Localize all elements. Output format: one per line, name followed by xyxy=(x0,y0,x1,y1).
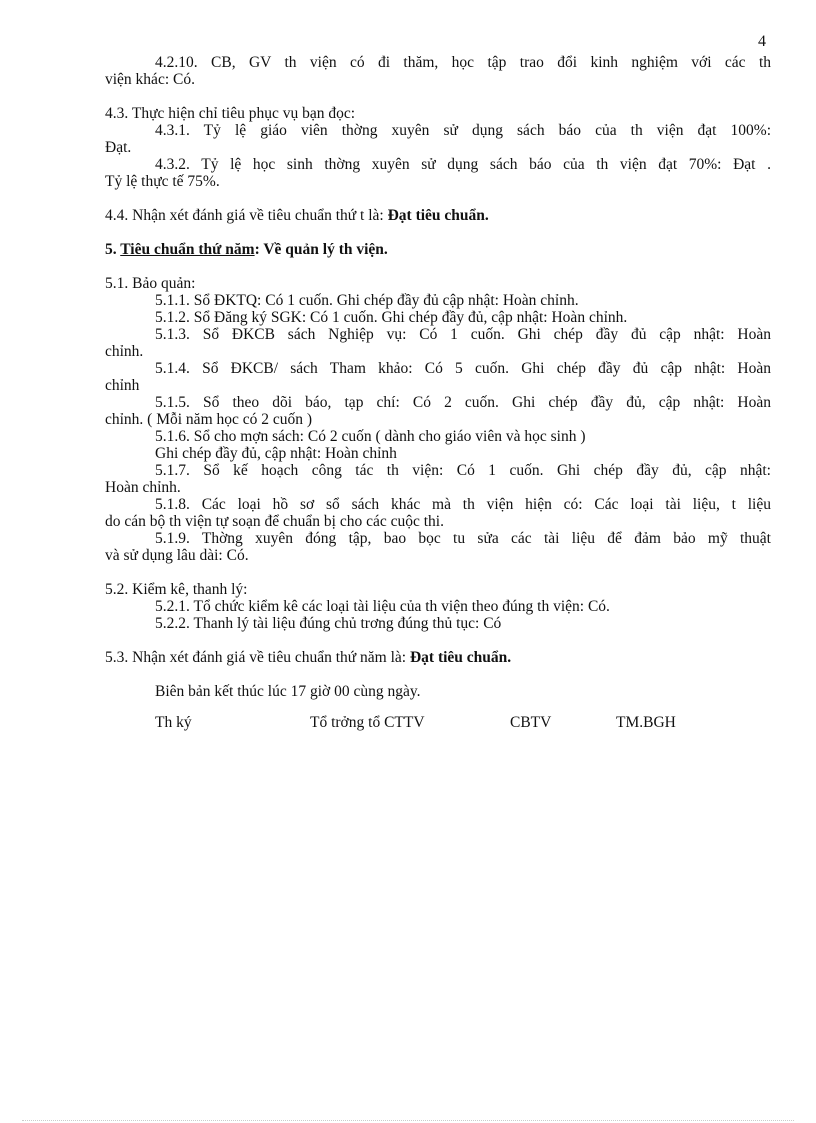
section-heading: 5.2. Kiểm kê, thanh lý: xyxy=(105,581,248,598)
signature-librarian: CBTV xyxy=(510,714,552,731)
evaluation-result: Đạt tiêu chuẩn. xyxy=(409,649,512,666)
closing-statement: Biên bản kết thúc lúc 17 giờ 00 cùng ngày. xyxy=(155,683,421,700)
text-line: 5.1.2. Sổ Đăng ký SGK: Có 1 cuốn. Ghi chép đầy đủ, cập nhật: Hoàn chỉnh. xyxy=(155,309,628,326)
text-line: chỉnh. xyxy=(105,343,144,360)
evaluation-line xyxy=(105,649,771,666)
heading-rest: : Về quản lý th viện. xyxy=(254,241,388,258)
text-line: 4.3.1. Tỷ lệ giáo viên thờng xuyên sử dụng sách báo của th viện đạt 100%: xyxy=(155,122,771,139)
text-line: và sử dụng lâu dài: Có. xyxy=(105,547,249,564)
text-line: 5.1.9. Thờng xuyên đóng tập, bao bọc tu sửa các tài liệu để đảm bảo mỹ thuật xyxy=(155,530,771,547)
text-line: 4.2.10. CB, GV th viện có đi thăm, học tập trao đổi kinh nghiệm với các th xyxy=(155,54,771,71)
text-line: 5.2.2. Thanh lý tài liệu đúng chủ trơng đúng thủ tục: Có xyxy=(155,615,502,632)
text-line: 5.1.4. Sổ ĐKCB/ sách Tham khảo: Có 5 cuốn. Ghi chép đầy đủ cập nhật: Hoàn xyxy=(155,360,771,377)
signature-secretary: Th ký xyxy=(155,714,192,731)
text-line: 5.1.6. Sổ cho mợn sách: Có 2 cuốn ( dành cho giáo viên và học sinh ) xyxy=(155,428,586,445)
text-line: chỉnh xyxy=(105,377,140,394)
signature-group-leader: Tổ trởng tổ CTTV xyxy=(310,714,425,731)
heading-number: 5. xyxy=(105,241,121,258)
text-line: Tỷ lệ thực tế 75%. xyxy=(105,173,220,190)
evaluation-line xyxy=(105,207,771,224)
text-line: 5.1.5. Sổ theo dõi báo, tạp chí: Có 2 cuốn. Ghi chép đầy đủ, cập nhật: Hoàn xyxy=(155,394,771,411)
page-bottom-divider xyxy=(22,1120,794,1121)
text-line: 5.1.7. Sổ kế hoạch công tác th viện: Có 1 cuốn. Ghi chép đầy đủ, cập nhật: xyxy=(155,462,771,479)
text-line: do cán bộ th viện tự soạn để chuẩn bị cho các cuộc thi. xyxy=(105,513,444,530)
text-line: Hoàn chỉnh. xyxy=(105,479,181,496)
section-heading: 5.1. Bảo quản: xyxy=(105,275,196,292)
evaluation-label: 4.4. Nhận xét đánh giá về tiêu chuẩn thứ t là: xyxy=(105,207,388,224)
evaluation-result: Đạt tiêu chuẩn. xyxy=(387,207,489,224)
text-line: 5.1.1. Sổ ĐKTQ: Có 1 cuốn. Ghi chép đầy đủ cập nhật: Hoàn chỉnh. xyxy=(155,292,579,309)
text-line: Ghi chép đầy đủ, cập nhật: Hoàn chỉnh xyxy=(155,445,397,462)
signature-board: TM.BGH xyxy=(616,714,676,731)
document-body xyxy=(105,54,771,731)
text-line: 5.1.3. Sổ ĐKCB sách Nghiệp vụ: Có 1 cuốn. Ghi chép đầy đủ cập nhật: Hoàn xyxy=(155,326,771,343)
page-number: 4 xyxy=(758,33,766,50)
text-line: chỉnh. ( Mỗi năm học có 2 cuốn ) xyxy=(105,411,313,428)
text-line: 4.3.2. Tỷ lệ học sinh thờng xuyên sử dụng sách báo của th viện đạt 70%: Đạt . xyxy=(155,156,771,173)
section-heading: 4.3. Thực hiện chỉ tiêu phục vụ bạn đọc: xyxy=(105,105,356,122)
text-line: 5.1.8. Các loại hồ sơ sổ sách khác mà th viện hiện có: Các loại tài liệu, t liệu xyxy=(155,496,771,513)
heading-underlined: Tiêu chuẩn thứ năm xyxy=(120,241,255,258)
evaluation-label: 5.3. Nhận xét đánh giá về tiêu chuẩn thứ năm là: xyxy=(105,649,410,666)
text-line: viện khác: Có. xyxy=(105,71,195,88)
standard-heading xyxy=(105,241,771,258)
signature-row xyxy=(105,714,771,731)
text-line: Đạt. xyxy=(105,139,132,156)
text-line: 5.2.1. Tổ chức kiểm kê các loại tài liệu của th viện theo đúng th viện: Có. xyxy=(155,598,610,615)
